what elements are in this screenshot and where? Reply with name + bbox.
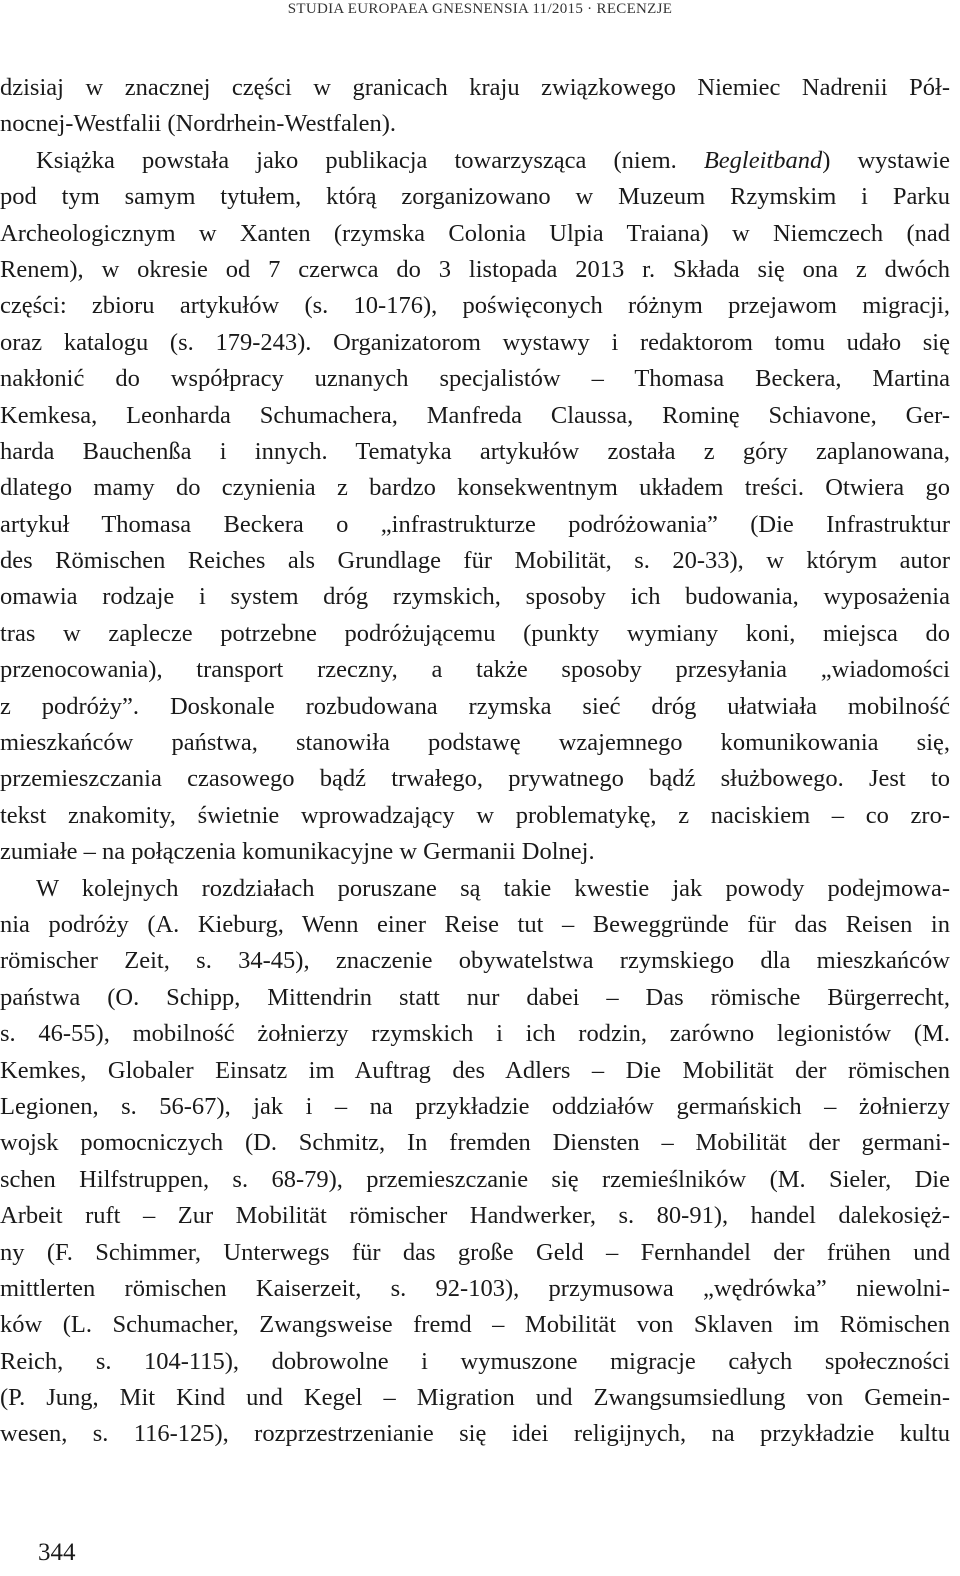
text-line: tras w zaplecze potrzebne podróżującemu (punkty wymiany koni, miejsca do (0, 619, 950, 647)
text-line: Renem), w okresie od 7 czerwca do 3 listopada 2013 r. Składa się ona z dwóch (0, 255, 950, 283)
text-line: wesen, s. 116-125), rozprzestrzenianie się idei religijnych, na przykładzie kultu (0, 1420, 950, 1448)
text-line: nakłonić do współpracy uznanych specjalistów – Thomasa Beckera, Martina (0, 365, 950, 393)
text-line: des Römischen Reiches als Grundlage für Mobilität, s. 20-33), w którym autor (0, 547, 950, 575)
text-line: römischer Zeit, s. 34-45), znaczenie obywatelstwa rzymskiego dla mieszkańców (0, 947, 950, 975)
text-line: tekst znakomity, świetnie wprowadzający w problematykę, z naciskiem – co zro- (0, 801, 950, 829)
text-line: dlatego mamy do czynienia z bardzo konsekwentnym układem treści. Otwiera go (0, 474, 950, 502)
text-line: (P. Jung, Mit Kind und Kegel – Migration und Zwangsumsiedlung von Gemein- (0, 1384, 950, 1412)
text-line: mittlerten römischen Kaiserzeit, s. 92-103), przymusowa „wędrówka” niewolni- (0, 1274, 950, 1302)
text-line: ków (L. Schumacher, Zwangsweise fremd – Mobilität von Sklaven im Römischen (0, 1311, 950, 1339)
text-line: ny (F. Schimmer, Unterwegs für das große Geld – Fernhandel der frühen und (0, 1238, 950, 1266)
text-line: mieszkańców państwa, stanowiła podstawę wzajemnego komunikowania się, (0, 729, 950, 757)
text-line: nia podróży (A. Kieburg, Wenn einer Reise tut – Beweggründe für das Reisen in (0, 910, 950, 938)
text-line: Książka powstała jako publikacja towarzysząca (niem. Begleitband) wystawie (36, 146, 950, 174)
text-line: Kemkesa, Leonharda Schumachera, Manfreda Claussa, Rominę Schiavone, Ger- (0, 401, 950, 429)
text-line: Kemkes, Globaler Einsatz im Auftrag des Adlers – Die Mobilität der römischen (0, 1056, 950, 1084)
text-line: zumiałe – na połączenia komunikacyjne w Germanii Dolnej. (0, 838, 595, 866)
text-line: wojsk pomocniczych (D. Schmitz, In fremden Diensten – Mobilität der germani- (0, 1129, 950, 1157)
text-line: przenocowania), transport rzeczny, a także sposoby przesyłania „wiadomości (0, 656, 950, 684)
text-line: z podróży”. Doskonale rozbudowana rzymska sieć dróg ułatwiała mobilność (0, 692, 950, 720)
text-line: Archeologicznym w Xanten (rzymska Colonia Ulpia Traiana) w Niemczech (nad (0, 219, 950, 247)
text-line: oraz katalogu (s. 179-243). Organizatorom wystawy i redaktorom tomu udało się (0, 328, 950, 356)
italic-term: Begleitband (703, 146, 823, 174)
text-line: przemieszczania czasowego bądź trwałego, prywatnego bądź służbowego. Jest to (0, 765, 950, 793)
body-text (0, 70, 950, 1453)
text-line: omawia rodzaje i system dróg rzymskich, sposoby ich budowania, wyposażenia (0, 583, 950, 611)
text-line: W kolejnych rozdziałach poruszane są takie kwestie jak powody podejmowa- (36, 874, 950, 902)
text-line: s. 46-55), mobilność żołnierzy rzymskich i ich rodzin, zarówno legionistów (M. (0, 1020, 950, 1048)
page-number: 344 (38, 1539, 76, 1566)
text-line: Arbeit ruft – Zur Mobilität römischer Handwerker, s. 80-91), handel dalekosięż- (0, 1202, 950, 1230)
text-line: artykuł Thomasa Beckera o „infrastrukturze podróżowania” (Die Infrastruktur (0, 510, 950, 538)
text-line: nocnej-Westfalii (Nordrhein-Westfalen). (0, 110, 397, 138)
text-line: państwa (O. Schipp, Mittendrin statt nur dabei – Das römische Bürgerrecht, (0, 983, 950, 1011)
text-line: pod tym samym tytułem, którą zorganizowano w Muzeum Rzymskim i Parku (0, 183, 950, 211)
text-line: Legionen, s. 56-67), jak i – na przykładzie oddziałów germańskich – żołnierzy (0, 1092, 950, 1120)
text-line: dzisiaj w znacznej części w granicach kraju związkowego Niemiec Nadrenii Pół- (0, 74, 950, 101)
text-line: harda Bauchenßa i innych. Tematyka artykułów została z góry zaplanowana, (0, 437, 950, 465)
text-line: schen Hilfstruppen, s. 68-79), przemieszczanie się rzemieślników (M. Sieler, Die (0, 1165, 950, 1193)
running-header: STUDIA EUROPAEA GNESNENSIA 11/2015 · RECENZJE (287, 1, 673, 17)
text-line: części: zbioru artykułów (s. 10-176), poświęconych różnym przejawom migracji, (0, 292, 950, 320)
text-line: Reich, s. 104-115), dobrowolne i wymuszone migracje całych społeczności (0, 1347, 950, 1375)
